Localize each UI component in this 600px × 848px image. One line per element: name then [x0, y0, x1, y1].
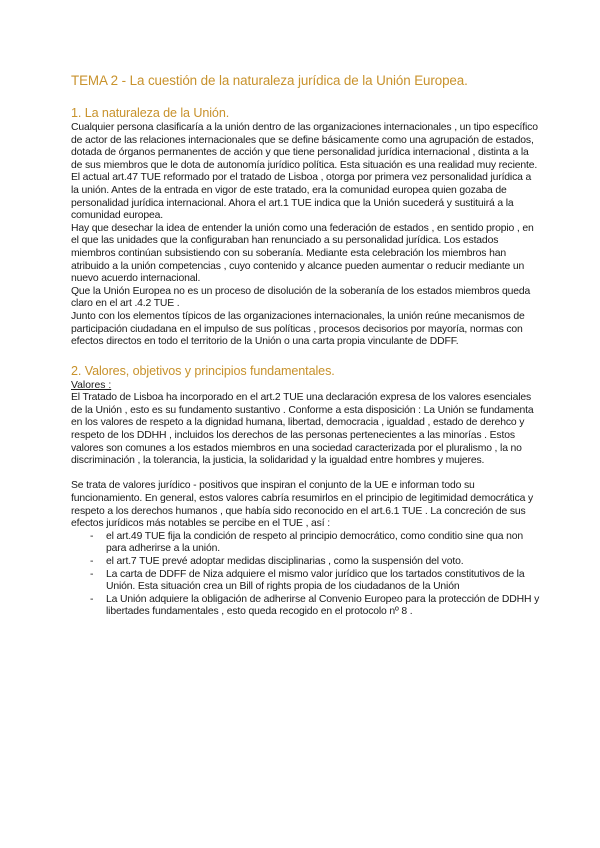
section2-paragraph: El Tratado de Lisboa ha incorporado en el art.2 TUE una declaración expresa de los valores esenciales de la Unión , esto es su fundamento sustantivo . Conforme a esta disposición : La Unión se fundamenta en los valores de respeto a la dignidad humana, libertad, democracia , igualdad , estado de derehco y respeto de los DDHH , incluidos los derechos de las personas pertenecientes a las minorías . Estos valores son comunes a los estados miembros en una sociedad caracterizada por el pluralismo , la no discriminación , la tolerancia, la justicia, la solidaridad y la igualdad entre hombres y mujeres. [71, 392, 534, 467]
list-item: - el art.7 TUE prevé adoptar medidas disciplinarias , como la suspensión del voto. [91, 556, 540, 569]
bullet-list [71, 531, 540, 619]
list-item: - La carta de DDFF de Niza adquiere el mismo valor jurídico que los tartados constitutivos de la Unión. Esta situación crea un Bill of rights propia de los ciudadanos de la Unión [91, 569, 540, 594]
section1-heading: 1. La naturaleza de la Unión. [71, 106, 230, 120]
section1-paragraph: Hay que desechar la idea de entender la unión como una federación de estados , en sentido propio , en el que las unidades que la configuraban han renunciado a su personalidad jurídica. Los estados miembros continúan subsistiendo con su soberanía. Mediante esta celebración los miembros han atribuido a la unión competencias , cuyo contenido y alcance pueden aumentar o reducir mediante un nuevo acuerdo internacional. [71, 222, 534, 285]
section1-paragraph: Junto con los elementos típicos de las organizaciones internacionales, la unión reúne mecanismos de participación ciudadana en el impulso de sus políticas , procesos decisorios por mayoría, normas con efectos directos en todo el territorio de la Unión o una carta propia vinculante de DDFF. [71, 310, 525, 348]
section2-subheading: Valores : [71, 379, 112, 391]
section2-paragraph: Se trata de valores jurídico - positivos que inspiran el conjunto de la UE e informan todo su funcionamiento. En general, estos valores cabría resumirlos en el principio de legitimidad democrática y respeto a los derechos humanos , que había sido reconocido en el art.6.1 TUE . La concreción de sus efectos jurídicos más notables se percibe en el TUE , así : [71, 480, 534, 530]
section-naturaleza [71, 105, 540, 349]
section1-paragraph: Que la Unión Europea no es un proceso de disolución de la soberanía de los estados miembros queda claro en el art .4.2 TUE . [71, 285, 531, 310]
section1-paragraph: Cualquier persona clasificaría a la unión dentro de las organizaciones internacionales , un tipo específico de actor de las relaciones internacionales que se define básicamente como una agrupación de estados, dotada de órganos permanentes de acción y que tiene personalidad jurídica internacional , distinta a la de sus miembros que le dota de autonomía jurídico política. Esta situación es una realidad muy reciente. El actual art.47 TUE reformado por el tratado de Lisboa , otorga por primera vez personalidad jurídica a la unión. Antes de la entrada en vigor de este tratado, era la comunidad europea quien gozaba de personalidad jurídica internacional. Ahora el art.1 TUE indica que la Unión sucederá y sustituirá a la comunidad europea. [71, 122, 538, 222]
section-valores [71, 363, 540, 619]
document-title: TEMA 2 - La cuestión de la naturaleza jurídica de la Unión Europea. [71, 73, 468, 88]
list-item: - el art.49 TUE fija la condición de respeto al principio democrático, como conditio sine qua non para adherirse a la unión. [91, 531, 540, 556]
list-item: - La Unión adquiere la obligación de adherirse al Convenio Europeo para la protección de DDHH y libertades fundamentales , esto queda recogido en el protocolo nº 8 . [91, 594, 540, 619]
section2-heading: 2. Valores, objetivos y principios fundamentales. [71, 363, 335, 378]
